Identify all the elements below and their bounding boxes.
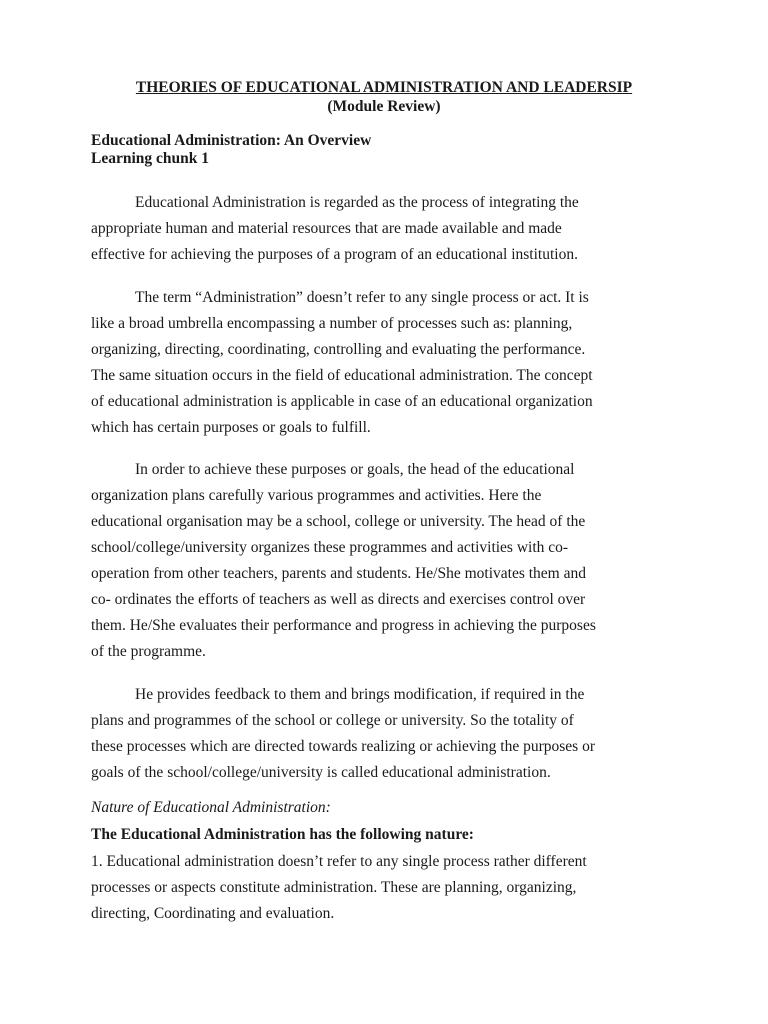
paragraph-4 xyxy=(91,682,681,786)
paragraph-line: 1. Educational administration doesn’t refer to any single process rather different xyxy=(91,853,587,870)
paragraph-line: plans and programmes of the school or college or university. So the totality of xyxy=(91,712,574,729)
paragraph-line: He provides feedback to them and brings modification, if required in the xyxy=(135,686,585,703)
section-heading: Educational Administration: An Overview xyxy=(91,132,372,149)
paragraph-line: operation from other teachers, parents and students. He/She motivates them and xyxy=(91,565,586,582)
paragraph-line: co- ordinates the efforts of teachers as well as directs and exercises control over xyxy=(91,591,586,608)
paragraph-line: them. He/She evaluates their performance and progress in achieving the purposes xyxy=(91,617,596,634)
paragraph-line: educational organisation may be a school, college or university. The head of the xyxy=(91,513,586,530)
paragraph-1 xyxy=(91,190,681,268)
paragraph-line: like a broad umbrella encompassing a number of processes such as: planning, xyxy=(91,315,573,332)
paragraph-line: directing, Coordinating and evaluation. xyxy=(91,905,335,922)
paragraph-line: of the programme. xyxy=(91,643,206,660)
paragraph-line: The same situation occurs in the field of educational administration. The concept xyxy=(91,367,593,384)
paragraph-line: organization plans carefully various programmes and activities. Here the xyxy=(91,487,542,504)
paragraph-line: In order to achieve these purposes or goals, the head of the educational xyxy=(135,461,575,478)
paragraph-line: these processes which are directed towards realizing or achieving the purposes or xyxy=(91,738,595,755)
paragraph-line: processes or aspects constitute administration. These are planning, organizing, xyxy=(91,879,577,896)
paragraph-line: effective for achieving the purposes of a program of an educational institution. xyxy=(91,246,578,263)
paragraph-3 xyxy=(91,457,681,665)
paragraph-line: of educational administration is applicable in case of an educational organization xyxy=(91,393,593,410)
paragraph-line: school/college/university organizes these programmes and activities with co- xyxy=(91,539,569,556)
paragraph-line: The term “Administration” doesn’t refer to any single process or act. It is xyxy=(135,289,589,306)
paragraph-5 xyxy=(91,849,681,927)
paragraph-line: which has certain purposes or goals to fulfill. xyxy=(91,419,371,436)
paragraph-line: Educational Administration is regarded as the process of integrating the xyxy=(135,194,579,211)
chunk-heading: Learning chunk 1 xyxy=(91,150,210,167)
nature-heading-italic: Nature of Educational Administration: xyxy=(91,799,331,816)
nature-heading-bold: The Educational Administration has the following nature: xyxy=(91,826,474,843)
paragraph-line: goals of the school/college/university is called educational administration. xyxy=(91,764,551,781)
paragraph-2 xyxy=(91,285,681,441)
paragraph-line: organizing, directing, coordinating, controlling and evaluating the performance. xyxy=(91,341,586,358)
document-title: THEORIES OF EDUCATIONAL ADMINISTRATION AND LEADERSIP xyxy=(135,79,633,96)
paragraph-line: appropriate human and material resources that are made available and made xyxy=(91,220,562,237)
document-subtitle: (Module Review) xyxy=(327,98,441,115)
